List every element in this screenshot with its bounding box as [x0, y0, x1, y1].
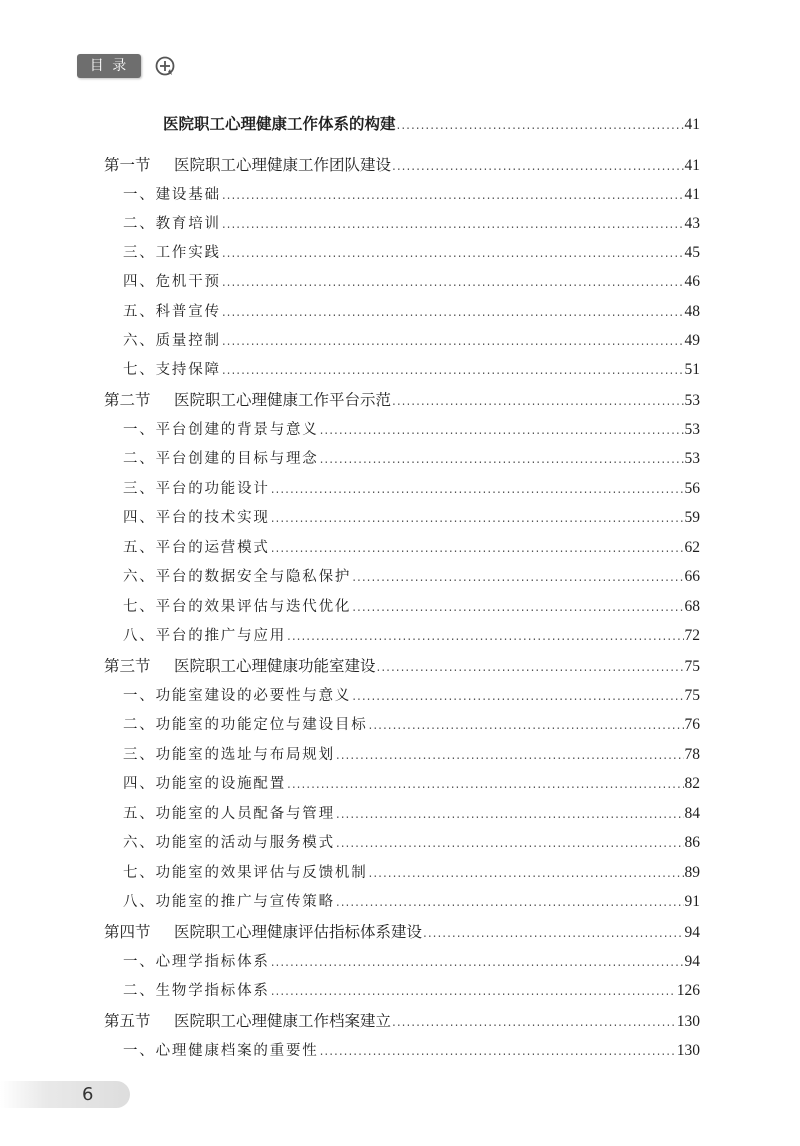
toc-section-row[interactable]: [104, 1009, 700, 1033]
toc-item-row[interactable]: [123, 713, 700, 737]
page-ref: 126: [676, 982, 700, 999]
section-number: 第一节: [104, 156, 151, 174]
page-ref: 130: [676, 1013, 700, 1030]
item-label: 二、教育培训: [123, 216, 221, 232]
page-ref: 53: [684, 392, 700, 409]
toc-item-row[interactable]: [123, 772, 700, 796]
dot-leader: [377, 655, 684, 679]
section-title-text: 医院职工心理健康评估指标体系建设: [174, 923, 423, 941]
item-label: 三、功能室的选址与布局规划: [123, 747, 335, 763]
section-number: 第二节: [104, 391, 151, 409]
section-title-text: 医院职工心理健康工作团队建设: [174, 156, 392, 174]
toc-chapter-row[interactable]: [163, 112, 700, 136]
item-label: 五、科普宣传: [123, 304, 221, 320]
section-title: [104, 153, 391, 177]
dot-leader: [222, 212, 684, 236]
section-title: [104, 654, 376, 678]
dot-leader: [271, 979, 676, 1003]
page-ref: 66: [684, 568, 700, 585]
item-label: 三、工作实践: [123, 245, 221, 261]
item-label: 一、建设基础: [123, 187, 221, 203]
dot-leader: [222, 183, 684, 207]
item-label: 四、平台的技术实现: [123, 510, 270, 526]
dot-leader: [271, 477, 684, 501]
toc-item-row[interactable]: [123, 861, 700, 885]
dot-leader: [392, 389, 683, 413]
item-label: 二、生物学指标体系: [123, 983, 270, 999]
toc-item-row[interactable]: [123, 183, 700, 207]
dot-leader: [336, 831, 684, 855]
page-ref: 41: [684, 157, 700, 174]
dot-leader: [392, 154, 683, 178]
dot-leader: [336, 802, 684, 826]
dot-leader: [320, 1039, 676, 1063]
toc-item-row[interactable]: [123, 743, 700, 767]
page-ref: 59: [684, 509, 700, 526]
dot-leader: [222, 300, 684, 324]
toc-item-row[interactable]: [123, 300, 700, 324]
item-label: 六、质量控制: [123, 333, 221, 349]
page-ref: 94: [684, 924, 700, 941]
dot-leader: [397, 113, 684, 137]
toc-item-row[interactable]: [123, 477, 700, 501]
toc-section-row[interactable]: [104, 654, 700, 678]
toc-item-row[interactable]: [123, 358, 700, 382]
page-ref: 78: [684, 746, 700, 763]
dot-leader: [336, 743, 684, 767]
section-number: 第三节: [104, 657, 151, 675]
dot-leader: [287, 624, 684, 648]
dot-leader: [352, 595, 683, 619]
item-label: 六、平台的数据安全与隐私保护: [123, 569, 352, 585]
section-title-text: 医院职工心理健康工作平台示范: [174, 391, 392, 409]
item-label: 七、功能室的效果评估与反馈机制: [123, 865, 368, 881]
toc-item-row[interactable]: [123, 447, 700, 471]
item-label: 三、平台的功能设计: [123, 481, 270, 497]
page-ref: 91: [684, 893, 700, 910]
section-title: [104, 920, 422, 944]
page-ref: 75: [684, 687, 700, 704]
page-ref: 53: [684, 450, 700, 467]
page-ref: 89: [684, 864, 700, 881]
toc-item-row[interactable]: [123, 1039, 700, 1063]
dot-leader: [222, 329, 684, 353]
dot-leader: [271, 536, 684, 560]
section-number: 第四节: [104, 923, 151, 941]
page-ref: 41: [684, 116, 700, 133]
toc-item-row[interactable]: [123, 536, 700, 560]
item-label: 七、平台的效果评估与迭代优化: [123, 599, 352, 615]
dot-leader: [320, 418, 684, 442]
page-ref: 56: [684, 480, 700, 497]
page-ref: 68: [684, 598, 700, 615]
dot-leader: [320, 447, 684, 471]
section-title-text: 医院职工心理健康工作档案建立: [174, 1012, 392, 1030]
toc-item-row[interactable]: [123, 241, 700, 265]
page-ref: 84: [684, 805, 700, 822]
toc-item-row[interactable]: [123, 506, 700, 530]
page-ref: 43: [684, 215, 700, 232]
page-ref: 75: [684, 658, 700, 675]
item-label: 八、平台的推广与应用: [123, 628, 286, 644]
page-number-tab: [0, 1081, 130, 1108]
dot-leader: [369, 861, 684, 885]
toc-item-row[interactable]: [123, 565, 700, 589]
dot-leader: [392, 1010, 676, 1034]
page-ref: 130: [676, 1042, 700, 1059]
toc-item-row[interactable]: [123, 890, 700, 914]
dot-leader: [423, 921, 683, 945]
item-label: 四、功能室的设施配置: [123, 776, 286, 792]
toc-item-row[interactable]: [123, 624, 700, 648]
toc-section-row[interactable]: [104, 153, 700, 177]
toc-item-row[interactable]: [123, 802, 700, 826]
item-label: 八、功能室的推广与宣传策略: [123, 894, 335, 910]
dot-leader: [271, 950, 684, 974]
chapter-title: 医院职工心理健康工作体系的构建: [163, 115, 396, 133]
dot-leader: [287, 772, 684, 796]
toc-header-tab: 目 录: [77, 54, 141, 78]
page-ref: 41: [684, 186, 700, 203]
dot-leader: [336, 890, 684, 914]
item-label: 一、平台创建的背景与意义: [123, 422, 319, 438]
section-title-text: 医院职工心理健康功能室建设: [174, 657, 376, 675]
page-ref: 76: [684, 716, 700, 733]
dot-leader: [352, 565, 683, 589]
dot-leader: [222, 270, 684, 294]
page-ref: 51: [684, 361, 700, 378]
page-number: 6: [82, 1084, 94, 1105]
item-label: 五、功能室的人员配备与管理: [123, 806, 335, 822]
page-ref: 45: [684, 244, 700, 261]
section-title: [104, 1009, 391, 1033]
toc-section-row[interactable]: [104, 388, 700, 412]
page-ref: 72: [684, 627, 700, 644]
toc-item-row[interactable]: [123, 212, 700, 236]
section-title: [104, 388, 391, 412]
item-label: 一、心理学指标体系: [123, 954, 270, 970]
dot-leader: [222, 241, 684, 265]
toc-item-row[interactable]: [123, 950, 700, 974]
dot-leader: [369, 713, 684, 737]
toc-item-row[interactable]: [123, 979, 700, 1003]
page-ref: 53: [684, 421, 700, 438]
item-label: 六、功能室的活动与服务模式: [123, 835, 335, 851]
toc-item-row[interactable]: [123, 595, 700, 619]
item-label: 二、平台创建的目标与理念: [123, 451, 319, 467]
page-ref: 94: [684, 953, 700, 970]
item-label: 四、危机干预: [123, 274, 221, 290]
toc-item-row[interactable]: [123, 831, 700, 855]
dot-leader: [222, 358, 684, 382]
dot-leader: [271, 506, 684, 530]
toc-section-row[interactable]: [104, 920, 700, 944]
page-ref: 82: [684, 775, 700, 792]
toc-item-row[interactable]: [123, 270, 700, 294]
page-ref: 48: [684, 303, 700, 320]
item-label: 五、平台的运营模式: [123, 540, 270, 556]
item-label: 一、心理健康档案的重要性: [123, 1043, 319, 1059]
toc-item-row[interactable]: [123, 329, 700, 353]
page-ref: 62: [684, 539, 700, 556]
page-ref: 46: [684, 273, 700, 290]
item-label: 七、支持保障: [123, 362, 221, 378]
page-ref: 49: [684, 332, 700, 349]
section-number: 第五节: [104, 1012, 151, 1030]
item-label: 二、功能室的功能定位与建设目标: [123, 717, 368, 733]
toc-item-row[interactable]: [123, 684, 700, 708]
toc-item-row[interactable]: [123, 418, 700, 442]
item-label: 一、功能室建设的必要性与意义: [123, 688, 352, 704]
dot-leader: [352, 684, 683, 708]
page-ref: 86: [684, 834, 700, 851]
